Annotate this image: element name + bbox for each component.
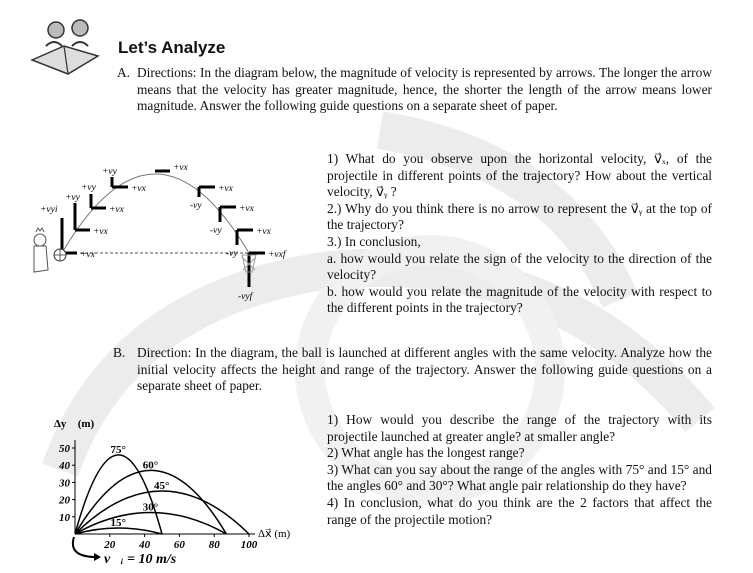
- question-b3: 3) What can you say about the range of the angles with 75° and 15° and the angles 60° and 30°? What angle pair relationship do they have?: [327, 461, 712, 494]
- section-b-letter: B.: [113, 345, 126, 360]
- section-a-questions: [327, 151, 712, 317]
- x-axis-label: Δx⃗ (m): [258, 528, 291, 540]
- x-tick-label: 60: [173, 539, 185, 551]
- question-a3a: a. how would you relate the sign of the velocity to the direction of the velocity?: [327, 250, 712, 283]
- question-b1: 1) How would you describe the range of the trajectory with its projectile launched at greater angle? at smaller angle?: [327, 412, 712, 444]
- vector-label-neg-vyf: -vyf: [238, 292, 253, 302]
- section-b-directions: Direction: In the diagram, the ball is launched at different angles with the same velocity. Analyze how the initial velocity affects the height and range of the trajectory. Answer the following guide questions on a separate sheet of paper.: [137, 345, 712, 394]
- y-tick-label: 30: [59, 477, 70, 490]
- section-a-directions: Directions: In the diagram below, the magnitude of velocity is represented by arrows. The longer the arrow means that the velocity has greater magnitude, hence, the shorter the length of the arrow means lower magnitude. Answer the following guide questions on a separate sheet of paper.: [137, 65, 712, 114]
- vector-label-vy: +vy: [102, 167, 117, 177]
- projectile-angle-chart: [0, 0, 330, 573]
- section-b-questions: [327, 412, 712, 528]
- question-b2: 2) What angle has the longest range?: [327, 445, 525, 461]
- vector-label-vy: +vy: [65, 193, 80, 203]
- angle-label: 30°: [142, 501, 159, 514]
- vector-label-vx: +vx: [218, 184, 233, 194]
- question-a3: 3.) In conclusion,: [327, 233, 421, 249]
- vector-label-vx: +vx: [256, 227, 271, 237]
- angle-label: 15°: [110, 516, 126, 529]
- vector-label-neg-vy: -vy: [190, 201, 202, 211]
- vector-label-vx: +vx: [239, 204, 254, 214]
- vector-label-vx: +vx: [80, 250, 95, 260]
- y-tick-label: 40: [59, 460, 70, 473]
- vector-label-neg-vy: -vy: [210, 226, 222, 236]
- vector-label-vx: +vx: [173, 163, 188, 173]
- question-a1: 1) What do you observe upon the horizontal velocity, v⃗ₓ, of the projectile in different points of the trajectory? How about the vertical velocity, v⃗ᵧ ?: [327, 151, 712, 200]
- y-tick-label: 50: [59, 443, 70, 455]
- vector-label-vy: +vy: [81, 183, 96, 193]
- vector-label-vx: +vx: [131, 184, 146, 194]
- question-a3b: b. how would you relate the magnitude of the velocity with respect to the different points in the trajectory?: [327, 283, 712, 316]
- y-tick-label: 10: [59, 511, 70, 524]
- x-tick-label: 80: [208, 539, 220, 551]
- vector-label-vx: +vx: [109, 205, 124, 215]
- section-a-letter: A.: [117, 65, 131, 80]
- vector-label-vyi: +vyi: [40, 205, 58, 215]
- vector-label-neg-vy: -vy: [226, 249, 238, 259]
- angle-label: 60°: [142, 459, 159, 472]
- section-title: Let’s Analyze: [118, 38, 226, 57]
- x-tick-label: 40: [139, 539, 151, 551]
- y-axis-label: Δy⃗ (m): [54, 418, 95, 430]
- vector-label-vxf: +vxf: [268, 250, 286, 260]
- x-tick-label: 100: [240, 539, 258, 551]
- y-tick-label: 20: [59, 494, 70, 507]
- vector-label-vx: +vx: [93, 227, 108, 237]
- x-tick-label: 20: [104, 539, 116, 551]
- angle-label: 45°: [154, 480, 170, 492]
- launch-arrow: [73, 537, 94, 557]
- initial-velocity-label: v⃗ᵢ = 10 m/s: [104, 552, 177, 567]
- question-a2: 2.) Why do you think there is no arrow to represent the v⃗ᵧ at the top of the trajectory?: [327, 200, 712, 233]
- question-b4: 4) In conclusion, what do you think are the 2 factors that affect the range of the projectile motion?: [327, 494, 712, 527]
- angle-label: 75°: [110, 443, 126, 456]
